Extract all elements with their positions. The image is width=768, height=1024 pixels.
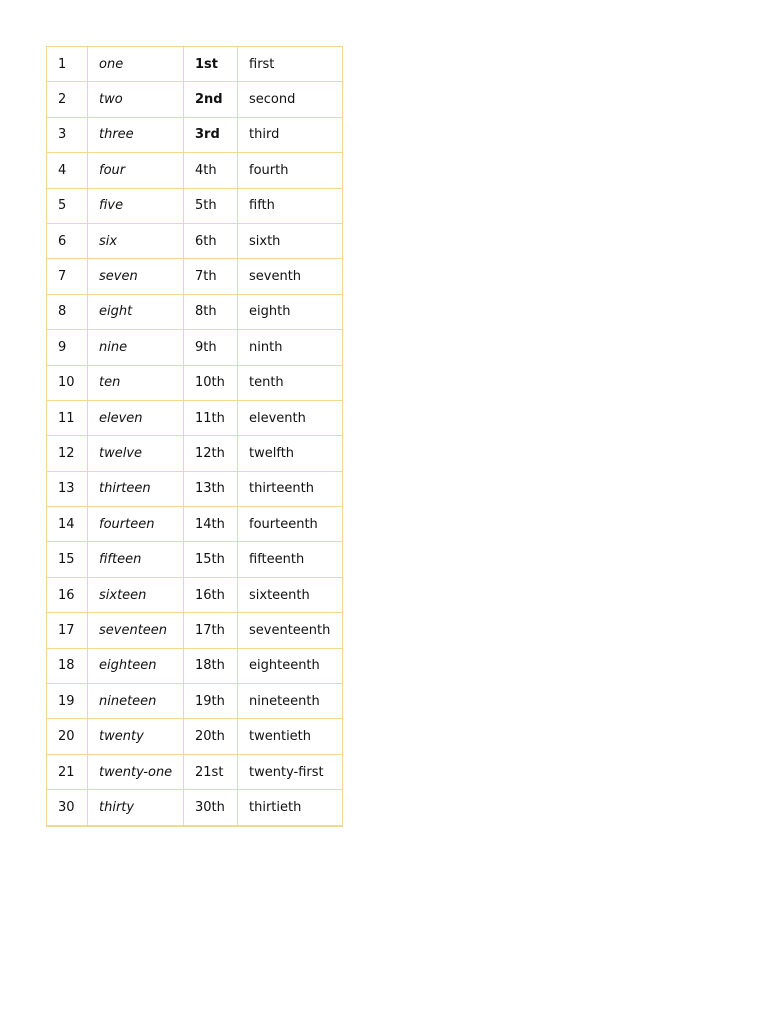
number-word-cell: three bbox=[88, 117, 184, 152]
ordinal-numbers-table-container bbox=[46, 46, 340, 827]
ordinal-word-cell: fourth bbox=[238, 153, 343, 188]
table-row bbox=[47, 542, 343, 577]
number-word-cell: fifteen bbox=[88, 542, 184, 577]
number-cell: 2 bbox=[47, 82, 88, 117]
ordinal-word-cell: tenth bbox=[238, 365, 343, 400]
ordinal-word-cell: twentieth bbox=[238, 719, 343, 754]
number-word-cell: fourteen bbox=[88, 507, 184, 542]
ordinal-word-cell: seventeenth bbox=[238, 613, 343, 648]
number-cell: 8 bbox=[47, 294, 88, 329]
ordinal-word-cell: sixth bbox=[238, 223, 343, 258]
number-cell: 10 bbox=[47, 365, 88, 400]
table-row bbox=[47, 365, 343, 400]
ordinal-word-cell: fifth bbox=[238, 188, 343, 223]
table-row bbox=[47, 188, 343, 223]
number-cell: 5 bbox=[47, 188, 88, 223]
number-cell: 20 bbox=[47, 719, 88, 754]
ordinal-abbreviation-cell: 7th bbox=[184, 259, 238, 294]
table-body bbox=[47, 47, 343, 826]
number-word-cell: thirty bbox=[88, 790, 184, 826]
ordinal-word-cell: ninth bbox=[238, 330, 343, 365]
number-word-cell: ten bbox=[88, 365, 184, 400]
table-row bbox=[47, 47, 343, 82]
number-word-cell: six bbox=[88, 223, 184, 258]
ordinal-abbreviation-cell: 16th bbox=[184, 577, 238, 612]
number-cell: 19 bbox=[47, 684, 88, 719]
number-word-cell: seven bbox=[88, 259, 184, 294]
ordinal-abbreviation-cell: 2nd bbox=[184, 82, 238, 117]
ordinal-word-cell: eighth bbox=[238, 294, 343, 329]
number-cell: 30 bbox=[47, 790, 88, 826]
number-cell: 11 bbox=[47, 400, 88, 435]
ordinal-word-cell: thirtieth bbox=[238, 790, 343, 826]
number-word-cell: five bbox=[88, 188, 184, 223]
table-row bbox=[47, 294, 343, 329]
number-cell: 17 bbox=[47, 613, 88, 648]
ordinal-word-cell: fifteenth bbox=[238, 542, 343, 577]
number-cell: 18 bbox=[47, 648, 88, 683]
number-word-cell: nine bbox=[88, 330, 184, 365]
table-row bbox=[47, 507, 343, 542]
table-row bbox=[47, 471, 343, 506]
number-cell: 1 bbox=[47, 47, 88, 82]
table-row bbox=[47, 82, 343, 117]
ordinal-word-cell: first bbox=[238, 47, 343, 82]
number-word-cell: four bbox=[88, 153, 184, 188]
number-word-cell: thirteen bbox=[88, 471, 184, 506]
ordinal-word-cell: twelfth bbox=[238, 436, 343, 471]
table-row bbox=[47, 153, 343, 188]
table-row bbox=[47, 577, 343, 612]
ordinal-word-cell: thirteenth bbox=[238, 471, 343, 506]
number-word-cell: two bbox=[88, 82, 184, 117]
table-row bbox=[47, 223, 343, 258]
number-cell: 6 bbox=[47, 223, 88, 258]
number-word-cell: twenty-one bbox=[88, 754, 184, 789]
table-row bbox=[47, 684, 343, 719]
ordinal-abbreviation-cell: 14th bbox=[184, 507, 238, 542]
ordinal-abbreviation-cell: 8th bbox=[184, 294, 238, 329]
table-row bbox=[47, 117, 343, 152]
table-row bbox=[47, 613, 343, 648]
number-word-cell: eleven bbox=[88, 400, 184, 435]
ordinal-abbreviation-cell: 15th bbox=[184, 542, 238, 577]
table-row bbox=[47, 330, 343, 365]
number-cell: 14 bbox=[47, 507, 88, 542]
number-word-cell: eighteen bbox=[88, 648, 184, 683]
number-cell: 13 bbox=[47, 471, 88, 506]
ordinal-abbreviation-cell: 17th bbox=[184, 613, 238, 648]
table-row bbox=[47, 754, 343, 789]
ordinal-abbreviation-cell: 13th bbox=[184, 471, 238, 506]
table-row bbox=[47, 400, 343, 435]
ordinal-abbreviation-cell: 12th bbox=[184, 436, 238, 471]
number-cell: 3 bbox=[47, 117, 88, 152]
ordinal-abbreviation-cell: 30th bbox=[184, 790, 238, 826]
ordinal-abbreviation-cell: 4th bbox=[184, 153, 238, 188]
ordinal-word-cell: eighteenth bbox=[238, 648, 343, 683]
number-word-cell: nineteen bbox=[88, 684, 184, 719]
number-word-cell: twenty bbox=[88, 719, 184, 754]
table-row bbox=[47, 790, 343, 826]
number-cell: 21 bbox=[47, 754, 88, 789]
ordinal-abbreviation-cell: 11th bbox=[184, 400, 238, 435]
ordinal-word-cell: seventh bbox=[238, 259, 343, 294]
ordinal-abbreviation-cell: 20th bbox=[184, 719, 238, 754]
ordinal-abbreviation-cell: 21st bbox=[184, 754, 238, 789]
ordinal-abbreviation-cell: 6th bbox=[184, 223, 238, 258]
table-row bbox=[47, 719, 343, 754]
number-cell: 12 bbox=[47, 436, 88, 471]
number-word-cell: eight bbox=[88, 294, 184, 329]
number-cell: 4 bbox=[47, 153, 88, 188]
number-cell: 7 bbox=[47, 259, 88, 294]
ordinal-word-cell: sixteenth bbox=[238, 577, 343, 612]
number-cell: 16 bbox=[47, 577, 88, 612]
ordinal-abbreviation-cell: 18th bbox=[184, 648, 238, 683]
ordinal-abbreviation-cell: 3rd bbox=[184, 117, 238, 152]
number-word-cell: sixteen bbox=[88, 577, 184, 612]
ordinal-abbreviation-cell: 10th bbox=[184, 365, 238, 400]
number-cell: 15 bbox=[47, 542, 88, 577]
ordinal-abbreviation-cell: 9th bbox=[184, 330, 238, 365]
ordinal-word-cell: second bbox=[238, 82, 343, 117]
ordinal-word-cell: third bbox=[238, 117, 343, 152]
number-word-cell: one bbox=[88, 47, 184, 82]
table-row bbox=[47, 259, 343, 294]
number-cell: 9 bbox=[47, 330, 88, 365]
ordinal-word-cell: twenty-first bbox=[238, 754, 343, 789]
ordinal-word-cell: eleventh bbox=[238, 400, 343, 435]
number-word-cell: twelve bbox=[88, 436, 184, 471]
ordinal-word-cell: fourteenth bbox=[238, 507, 343, 542]
ordinal-abbreviation-cell: 5th bbox=[184, 188, 238, 223]
ordinal-word-cell: nineteenth bbox=[238, 684, 343, 719]
table-row bbox=[47, 436, 343, 471]
number-word-cell: seventeen bbox=[88, 613, 184, 648]
ordinal-abbreviation-cell: 19th bbox=[184, 684, 238, 719]
ordinal-abbreviation-cell: 1st bbox=[184, 47, 238, 82]
table-row bbox=[47, 648, 343, 683]
ordinal-numbers-table bbox=[46, 46, 343, 827]
